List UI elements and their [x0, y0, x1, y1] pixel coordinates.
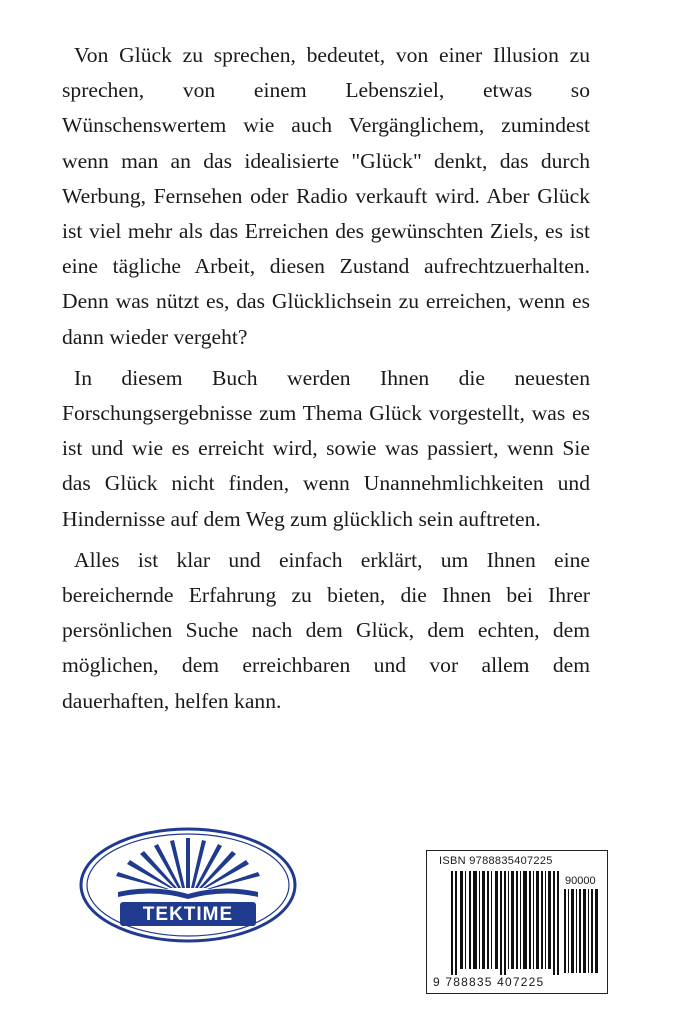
paragraph-1: Von Glück zu sprechen, bedeutet, von einer Illusion zu sprechen, von einem Lebensziel, etwas so Wünschenswertem wie auch Vergänglichem, zumindest wenn man an das idealisierte "Glück" denkt, das durch Werbung, Fernsehen oder Radio verkauft wird. Aber Glück ist viel mehr als das Erreichen des gewünschten Ziels, es ist eine tägliche Arbeit, diesen Zustand aufrechtzuerhalten. Denn was nützt es, das Glücklichsein zu erreichen, wenn es dann wieder vergeht? [62, 43, 590, 349]
tektime-logo [78, 826, 298, 944]
barcode-digits: 9 788835 407225 [433, 975, 545, 989]
paragraph-3: Alles ist klar und einfach erklärt, um Ihnen eine bereichernde Erfahrung zu bieten, die Ihnen bei Ihrer persönlichen Suche nach dem Glück, dem echten, dem möglichen, dem erreichbaren und vor allem dem dauerhaften, helfen kann. [62, 547, 590, 713]
price-code: 90000 [565, 875, 596, 887]
open-book-rays-icon [78, 826, 298, 944]
back-cover-text [62, 38, 590, 725]
isbn-label: ISBN 9788835407225 [439, 855, 553, 867]
barcode-bars [451, 871, 559, 975]
isbn-barcode [426, 850, 608, 994]
addon-barcode-bars [564, 889, 600, 973]
paragraph-2: In diesem Buch werden Ihnen die neuesten Forschungsergebnisse zum Thema Glück vorgestellt, was es ist und wie es erreicht wird, sowie was passiert, wenn Sie das Glück nicht finden, wenn Unannehmlichkeiten und Hindernisse auf dem Weg zum glücklich sein auftreten. [62, 365, 590, 531]
logo-text: TEKTIME [142, 904, 234, 925]
